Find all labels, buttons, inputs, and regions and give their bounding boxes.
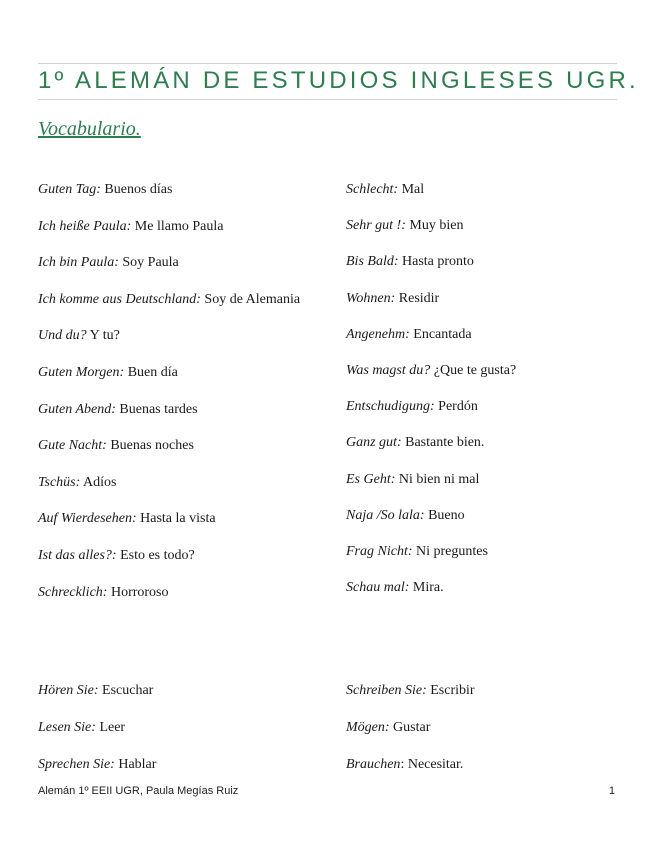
vocab-entry (346, 538, 616, 565)
vocab-meaning: Adíos (80, 474, 117, 490)
vocab-entry (38, 396, 308, 423)
vocab-meaning: ¿Que te gusta? (430, 362, 517, 378)
vocab-entry (38, 322, 308, 349)
vocab-term: Guten Abend: (38, 401, 116, 417)
vocab-entry (38, 249, 308, 276)
vocab-entry (346, 176, 616, 203)
vocab-term: Schrecklich: (38, 584, 108, 600)
vocab-term: Ganz gut: (346, 435, 402, 451)
verb-entry (346, 751, 616, 778)
verb-entry (346, 677, 616, 704)
vocab-term: Ich komme aus Deutschland: (38, 291, 201, 307)
vocab-meaning: Buenas noches (106, 438, 194, 454)
verb-term: Sprechen Sie: (38, 757, 115, 772)
vocab-entry (38, 542, 308, 569)
verbs-column-left (38, 677, 308, 788)
vocab-term: Auf Wierdesehen: (38, 511, 137, 527)
verb-meaning: Hablar (114, 757, 157, 772)
verb-term: Lesen Sie: (38, 720, 96, 735)
vocab-column-right (346, 176, 616, 610)
verb-entry (38, 677, 308, 704)
vocab-entry (346, 574, 616, 601)
vocab-entry (346, 357, 616, 384)
vocab-term: Was magst du? (346, 362, 431, 378)
vocab-entry (346, 393, 616, 420)
page-number: 1 (608, 785, 615, 797)
vocab-term: Naja /So lala: (346, 507, 425, 523)
verb-meaning: Escribir (426, 683, 475, 698)
vocab-meaning: Buen día (124, 364, 178, 380)
vocab-entry (38, 432, 308, 459)
header-rule-bottom (38, 99, 617, 100)
vocab-meaning: Horroroso (107, 584, 169, 600)
vocab-entry (346, 502, 616, 529)
vocab-entry (38, 213, 308, 240)
verb-meaning: Escuchar (98, 683, 154, 698)
vocab-meaning: Hasta pronto (398, 254, 474, 270)
vocab-term: Angenehm: (346, 326, 410, 342)
header-rule-top (38, 63, 617, 64)
vocab-entry (346, 285, 616, 312)
verb-meaning: : Necesitar. (400, 757, 464, 772)
vocab-term: Ich heiße Paula: (38, 218, 132, 234)
page-title: 1º ALEMÁN DE ESTUDIOS INGLESES UGR. (38, 67, 639, 94)
vocab-entry (346, 212, 616, 239)
vocab-entry (346, 321, 616, 348)
verb-meaning: Gustar (389, 720, 431, 735)
vocab-meaning: Esto es todo? (116, 547, 195, 563)
vocab-meaning: Buenas tardes (115, 401, 198, 417)
vocab-meaning: Soy Paula (118, 255, 179, 271)
vocab-term: Gute Nacht: (38, 438, 107, 454)
verb-term: Mögen: (346, 720, 390, 735)
vocab-term: Entschudigung: (346, 399, 435, 415)
verb-term: Schreiben Sie: (346, 683, 427, 698)
vocab-entry (38, 359, 308, 386)
verbs-column-right (346, 677, 616, 788)
vocab-term: Frag Nicht: (346, 543, 413, 559)
vocab-meaning: Perdón (434, 399, 478, 415)
vocab-meaning: Mal (398, 182, 425, 197)
vocab-meaning: Ni bien ni mal (395, 471, 480, 487)
vocab-term: Ich bin Paula: (38, 255, 119, 271)
vocab-entry (38, 505, 308, 532)
verb-entry (38, 751, 308, 778)
vocab-column-left (38, 176, 308, 615)
section-title: Vocabulario. (38, 118, 141, 140)
vocab-term: Sehr gut !: (346, 218, 406, 234)
vocab-term: Ist das alles?: (38, 547, 117, 563)
vocab-entry (346, 248, 616, 275)
vocab-term: Guten Morgen: (38, 364, 125, 380)
vocab-term: Es Geht: (346, 471, 396, 487)
vocab-term: Guten Tag: (38, 182, 101, 197)
vocab-entry (346, 429, 616, 456)
vocab-term: Und du? (38, 328, 87, 344)
vocab-meaning: Me llamo Paula (131, 218, 224, 234)
vocab-meaning: Bastante bien. (401, 435, 485, 451)
vocab-meaning: Buenos días (100, 182, 173, 197)
verb-term: Hören Sie: (38, 683, 99, 698)
vocab-meaning: Mira. (409, 580, 444, 596)
vocab-entry (38, 286, 308, 313)
vocab-meaning: Muy bien (405, 218, 464, 234)
vocab-entry (38, 176, 308, 203)
verb-meaning: Leer (95, 720, 126, 735)
vocab-meaning: Y tu? (86, 328, 120, 344)
vocab-meaning: Residir (395, 290, 440, 306)
vocab-meaning: Encantada (409, 326, 472, 342)
vocab-entry (38, 469, 308, 496)
vocab-entry (346, 466, 616, 493)
vocab-entry (38, 579, 308, 606)
verb-term: Brauchen (346, 757, 401, 772)
vocab-meaning: Ni preguntes (412, 543, 488, 559)
vocab-meaning: Hasta la vista (136, 511, 216, 527)
vocab-term: Tschüs: (38, 474, 81, 490)
vocab-term: Wohnen: (346, 290, 396, 306)
vocab-meaning: Soy de Alemania (200, 291, 301, 307)
vocab-term: Bis Bald: (346, 254, 399, 270)
verb-entry (346, 714, 616, 741)
footer-text: Alemán 1º EEII UGR, Paula Megías Ruiz (38, 785, 239, 797)
vocab-term: Schau mal: (346, 580, 410, 596)
vocab-term: Schlecht: (346, 182, 399, 197)
verb-entry (38, 714, 308, 741)
vocab-meaning: Bueno (424, 507, 465, 523)
